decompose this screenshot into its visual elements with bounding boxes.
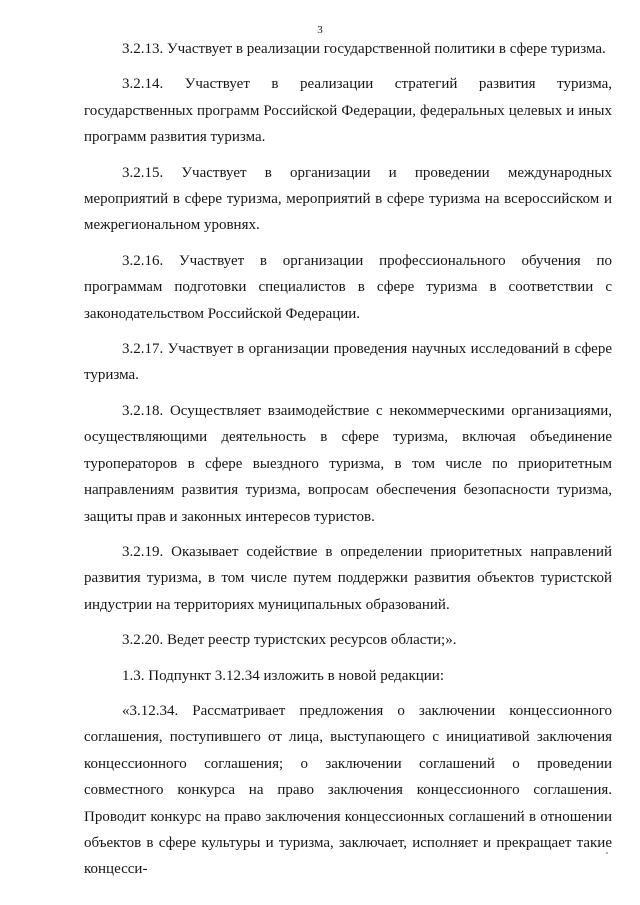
document-body: [84, 36, 612, 892]
paragraph-3-2-16: 3.2.16. Участвует в организации профессионального обучения по программам подготовки специалистов в сфере туризма в соответствии с законодательством Российской Федерации.: [84, 252, 612, 322]
paragraph-3-2-14: 3.2.14. Участвует в реализации стратегий развития туризма, государственных программ Российской Федерации, федеральных целевых и иных программ развития туризма.: [84, 76, 612, 146]
paragraph-3-2-20: 3.2.20. Ведет реестр туристских ресурсов области;».: [122, 632, 457, 649]
page-number: 3: [317, 24, 323, 36]
paragraph-3-2-15: 3.2.15. Участвует в организации и проведении международных мероприятий в сфере туризма, мероприятий в сфере туризма на всероссийском и межрегиональном уровнях.: [84, 164, 612, 234]
paragraph-3-2-17: 3.2.17. Участвует в организации проведения научных исследований в сфере туризма.: [84, 341, 612, 384]
paragraph-3-12-34: «3.12.34. Рассматривает предложения о заключении концессионного соглашения, поступившего от лица, выступающего с инициативой заключения концессионного соглашения; о заключении соглашений о проведении совместного конкурса на право заключения концессионного соглашения. Проводит конкурс на право заключения концессионных соглашений в отношении объектов в сфере культуры и туризма, заключает, исполняет и прекращает такие концесси-: [84, 702, 612, 878]
paragraph-3-2-19: 3.2.19. Оказывает содействие в определении приоритетных направлений развития туризма, в том числе путем поддержки развития объектов туристской индустрии на территориях муниципальных образований.: [84, 543, 612, 613]
paragraph-3-2-13: 3.2.13. Участвует в реализации государственной политики в сфере туризма.: [122, 41, 606, 57]
paragraph-1-3: 1.3. Подпункт 3.12.34 изложить в новой редакции:: [122, 667, 444, 684]
paragraph-3-2-18: 3.2.18. Осуществляет взаимодействие с некоммерческими организациями, осуществляющими деятельность в сфере туризма, включая объединение туроператоров в сфере выездного туризма, в том числе по приоритетным направлениям развития туризма, вопросам обеспечения безопасности туризма, защиты прав и законных интересов туристов.: [84, 402, 612, 525]
scan-speck: [606, 852, 608, 854]
